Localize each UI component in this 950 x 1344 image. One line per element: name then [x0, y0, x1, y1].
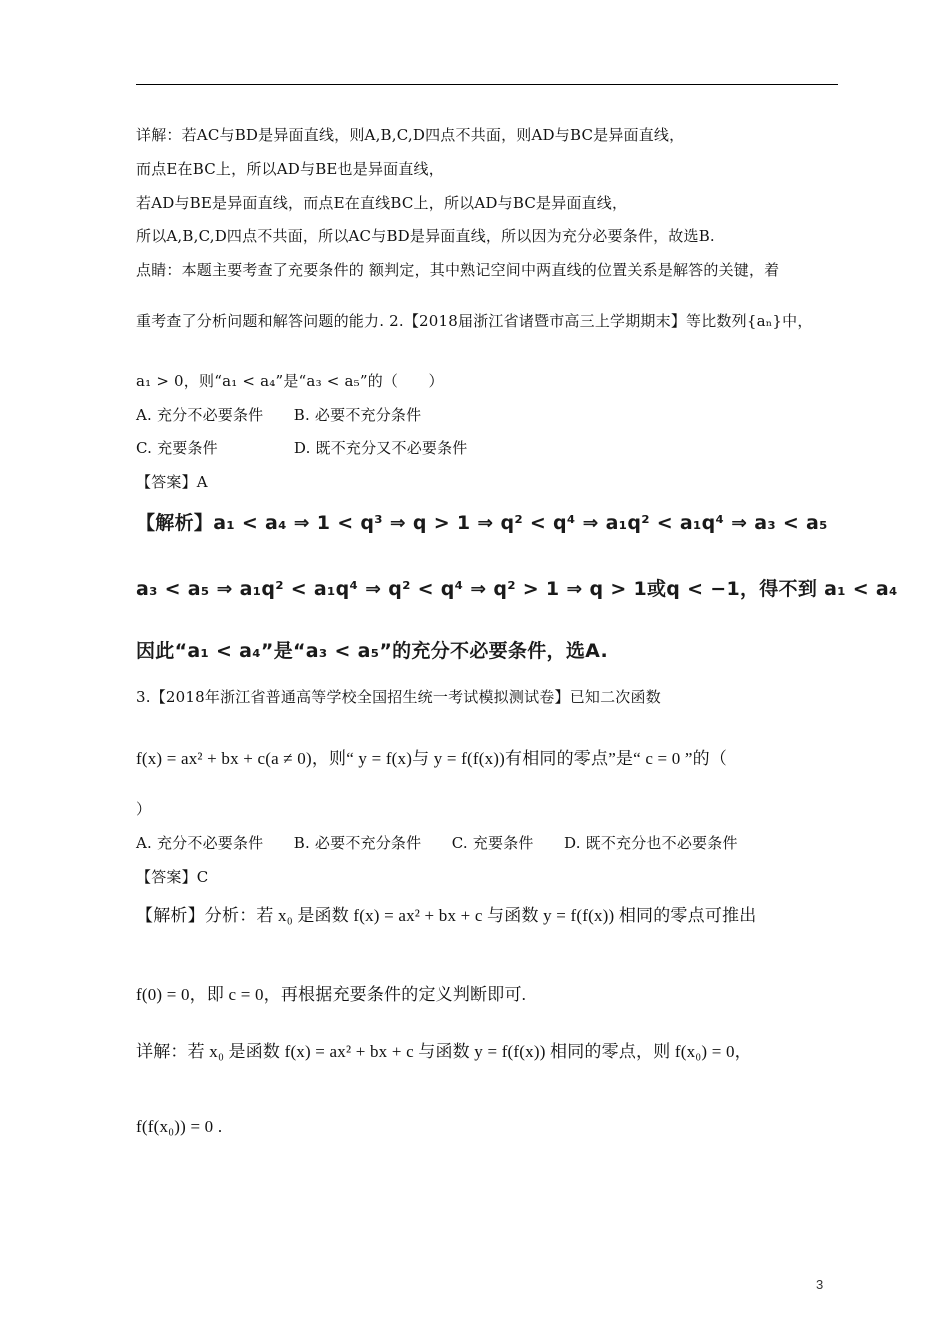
analysis-line: 【解析】a₁ < a₄ ⇒ 1 < q³ ⇒ q > 1 ⇒ q² < q⁴ ⇒ a₁q² < a₁q⁴ ⇒ a₃ < a₅ [136, 512, 828, 534]
analysis-line: 因此“a₁ < a₄”是“a₃ < a₅”的充分不必要条件，选A. [136, 640, 608, 662]
text-line: 重考查了分析问题和解答问题的能力. 2.【2018届浙江省诸暨市高三上学期期末】等比数列{aₙ}中， [136, 312, 813, 330]
text-line: 详解：若 x₀ 是函数 f(x) = ax² + bx + c 与函数 y = f(f(x)) 相同的零点，则 f(x₀) = 0， [136, 1042, 752, 1061]
text-line: f(0) = 0，即 c = 0，再根据充要条件的定义判断即可. [136, 985, 527, 1004]
text-line: 若AD与BE是异面直线，而点E在直线BC上，所以AD与BC是异面直线， [136, 194, 628, 212]
analysis-line: 【解析】分析：若 x₀ 是函数 f(x) = ax² + bx + c 与函数 y = f(f(x)) 相同的零点可推出 [136, 906, 757, 925]
choice-row: A. 充分不必要条件 B. 必要不充分条件 C. 充要条件 D. 既不充分也不必要条件 [136, 834, 738, 852]
text-line: 点睛：本题主要考查了充要条件的 额判定，其中熟记空间中两直线的位置关系是解答的关键，着 [136, 261, 780, 279]
text-line: 而点E在BC上，所以AD与BE也是异面直线， [136, 160, 444, 178]
choice-row: C. 充要条件 D. 既不充分又不必要条件 [136, 439, 468, 457]
question-stem: a₁ > 0，则“a₁ < a₄”是“a₃ < a₅”的（ ） [136, 372, 444, 390]
question-header: 3.【2018年浙江省普通高等学校全国招生统一考试模拟测试卷】已知二次函数 [136, 688, 661, 706]
answer-line: 【答案】C [136, 868, 209, 886]
answer-line: 【答案】A [136, 473, 208, 491]
text-line: 详解：若AC与BD是异面直线，则A,B,C,D四点不共面，则AD与BC是异面直线， [136, 126, 685, 144]
text-line: ） [136, 800, 152, 818]
text-line: 所以A,B,C,D四点不共面，所以AC与BD是异面直线，所以因为充分必要条件，故选B. [136, 227, 715, 245]
question-stem: f(x) = ax² + bx + c(a ≠ 0)，则“ y = f(x)与 y = f(f(x))有相同的零点”是“ c = 0 ”的（ [136, 749, 728, 768]
text-line: f(f(x₀)) = 0 . [136, 1117, 223, 1136]
header-rule [136, 84, 838, 85]
page-number: 3 [816, 1277, 824, 1292]
analysis-line: a₃ < a₅ ⇒ a₁q² < a₁q⁴ ⇒ q² < q⁴ ⇒ q² > 1 ⇒ q > 1或q < −1，得不到 a₁ < a₄ [136, 578, 898, 600]
choice-row: A. 充分不必要条件 B. 必要不充分条件 [136, 406, 422, 424]
